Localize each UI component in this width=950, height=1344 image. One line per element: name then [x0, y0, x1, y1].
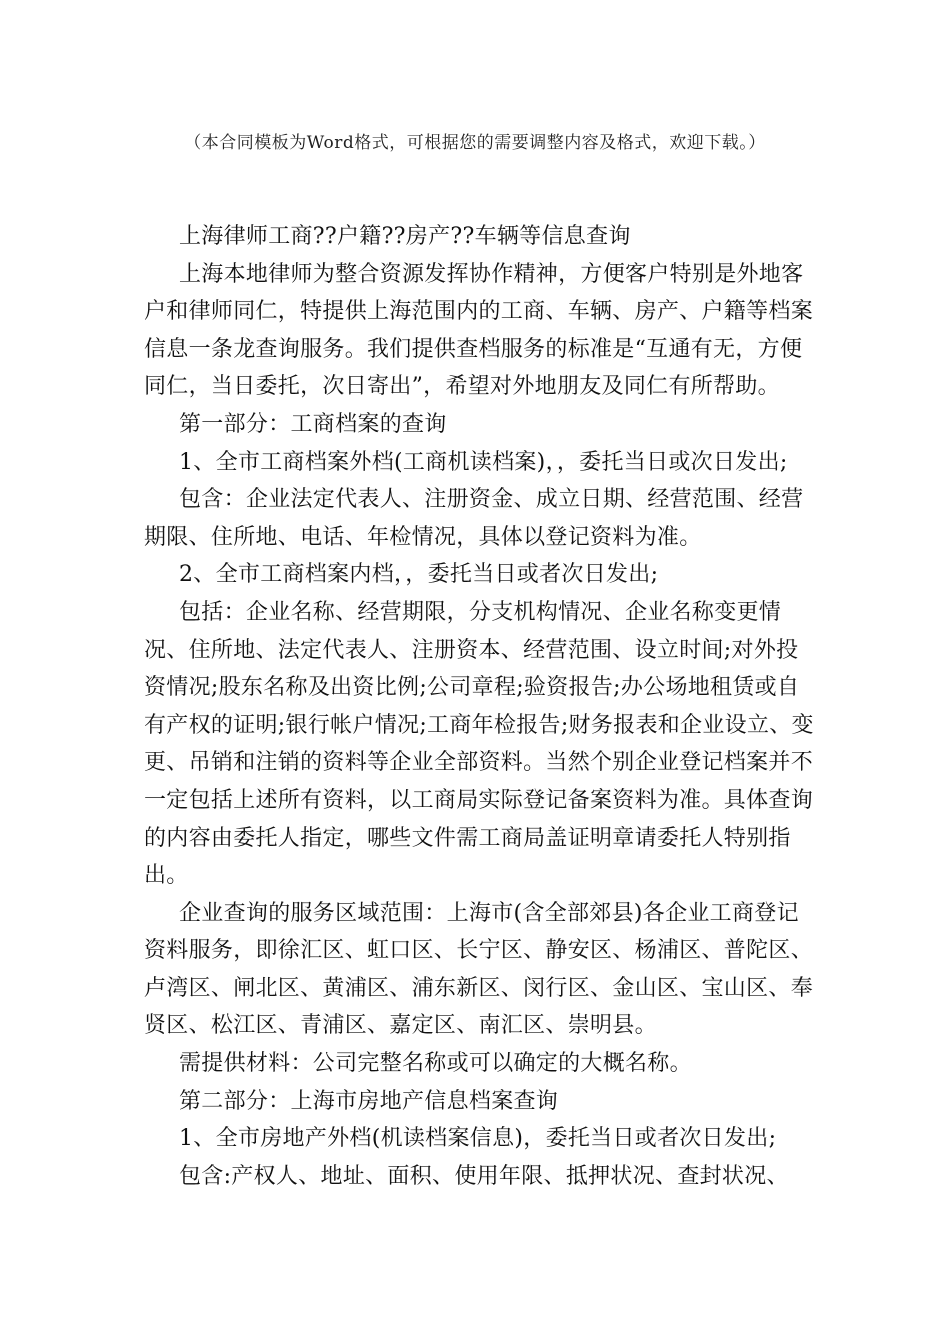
- paragraph: 企业查询的服务区域范围：上海市(含全部郊县)各企业工商登记资料服务，即徐汇区、虹口区、长宁区、静安区、杨浦区、普陀区、卢湾区、闸北区、黄浦区、浦东新区、闵行区、金山区、宝山区、奉贤区、松江区、青浦区、嘉定区、南汇区、崇明县。: [144, 900, 814, 1039]
- intro-paragraph: 上海本地律师为整合资源发挥协作精神，方便客户特别是外地客户和律师同仁，特提供上海范围内的工商、车辆、房产、户籍等档案信息一条龙查询服务。我们提供查档服务的标准是“互通有无，方便同仁，当日委托，次日寄出”，希望对外地朋友及同仁有所帮助。: [144, 261, 814, 400]
- section-heading-part-one: 第一部分：工商档案的查询: [179, 411, 447, 437]
- list-item: 1、全市工商档案外档(工商机读档案)，，委托当日或次日发出;: [179, 449, 788, 475]
- section-heading-part-two: 第二部分：上海市房地产信息档案查询: [179, 1088, 559, 1114]
- paragraph: 需提供材料：公司完整名称或可以确定的大概名称。: [179, 1051, 692, 1077]
- template-header-note: （本合同模板为Word格式，可根据您的需要调整内容及格式，欢迎下载。）: [184, 133, 766, 153]
- list-item: 2、全市工商档案内档，，委托当日或者次日发出;: [179, 562, 659, 588]
- paragraph: 包括：企业名称、经营期限，分支机构情况、企业名称变更情况、住所地、法定代表人、注册资本、经营范围、设立时间;对外投资情况;股东名称及出资比例;公司章程;验资报告;办公场地租赁或自有产权的证明;银行帐户情况;工商年检报告;财务报表和企业设立、变更、吊销和注销的资料等企业全部资料。当然个别企业登记档案并不一定包括上述所有资料，以工商局实际登记备案资料为准。具体查询的内容由委托人指定，哪些文件需工商局盖证明章请委托人特别指出。: [144, 599, 814, 889]
- document-body: [144, 218, 814, 1195]
- list-item: 1、全市房地产外档(机读档案信息)，委托当日或者次日发出;: [179, 1126, 777, 1152]
- paragraph: 包含：企业法定代表人、注册资金、成立日期、经营范围、经营期限、住所地、电话、年检情况，具体以登记资料为准。: [144, 487, 804, 550]
- document-title: 上海律师工商??户籍??房产??车辆等信息查询: [179, 224, 631, 249]
- paragraph: 包含:产权人、地址、面积、使用年限、抵押状况、查封状况、: [179, 1163, 789, 1189]
